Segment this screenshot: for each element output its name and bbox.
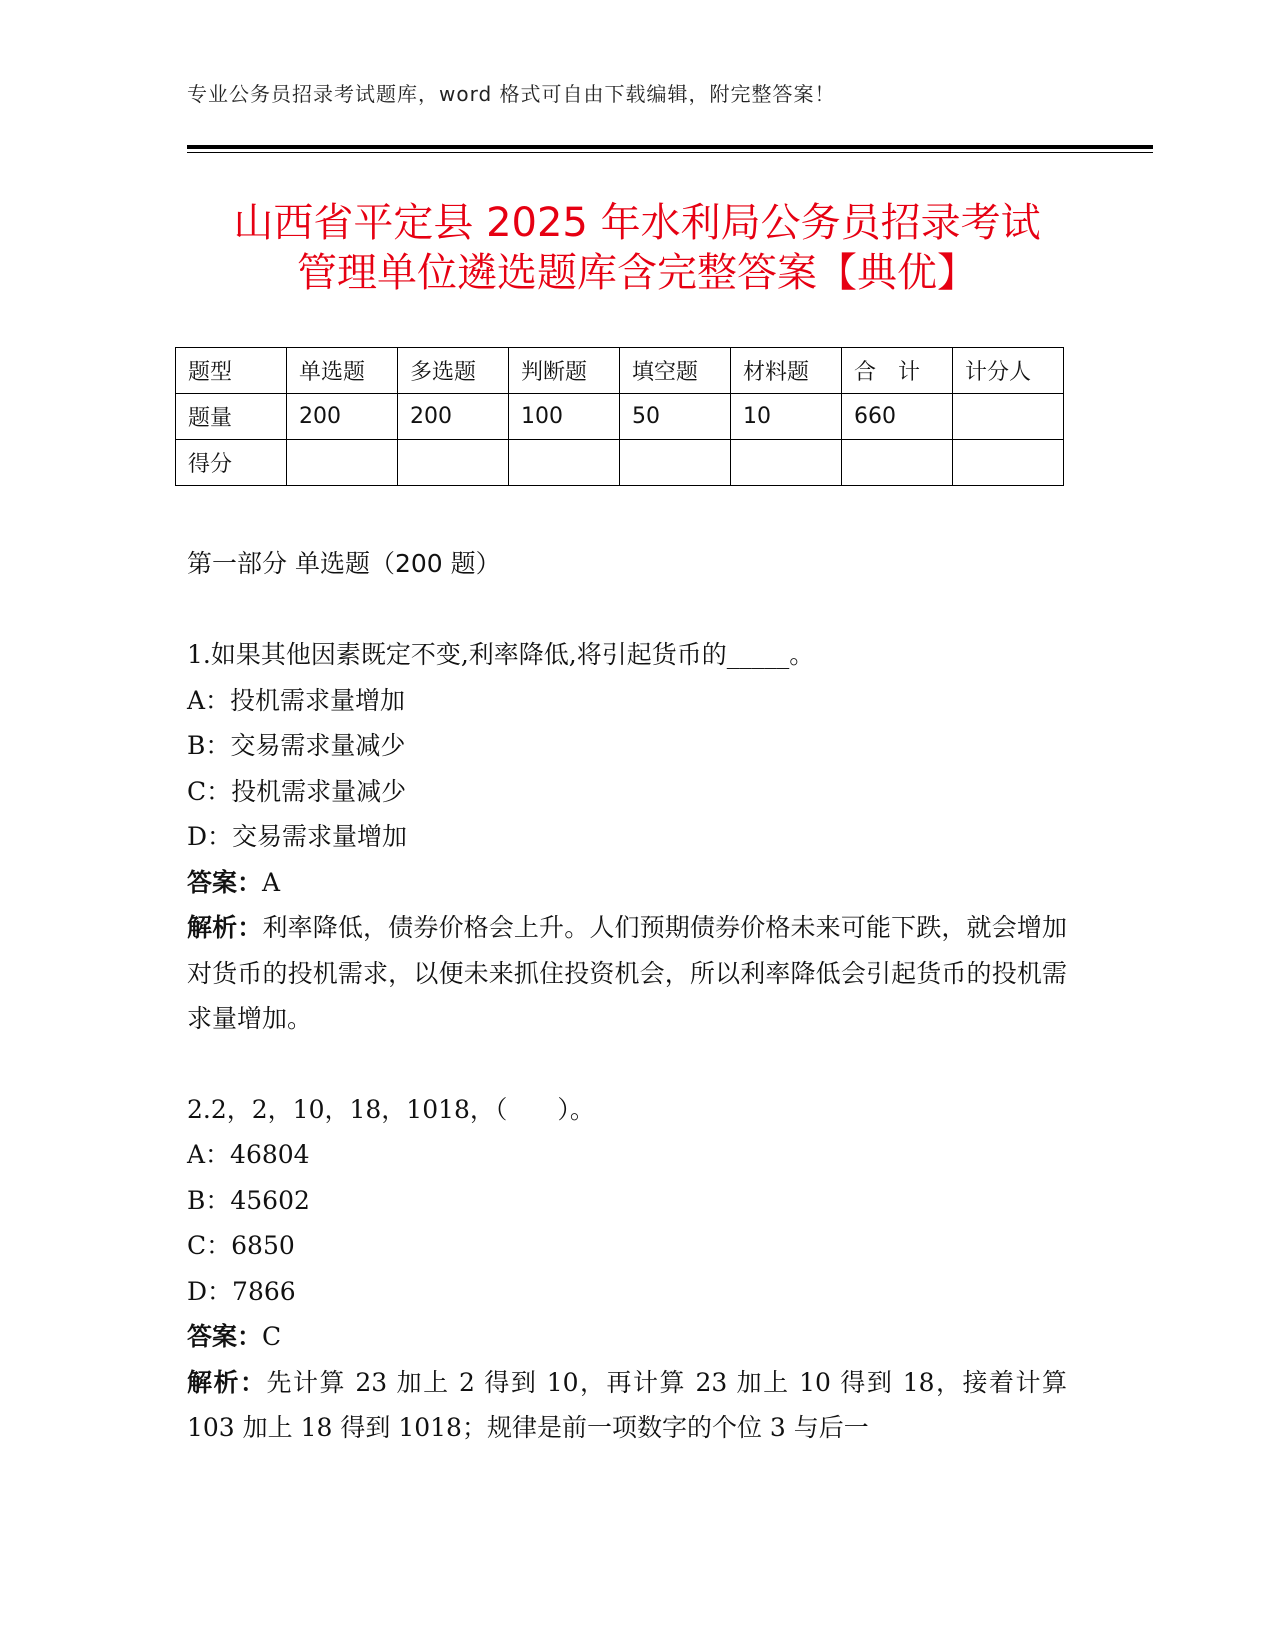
score-table-row-score — [176, 440, 1064, 486]
cell — [953, 440, 1064, 486]
option-b: B：45602 — [187, 1185, 310, 1215]
cell: 50 — [620, 394, 731, 440]
analysis-text: 先计算 23 加上 2 得到 10，再计算 23 加上 10 得到 18，接着计算 103 加上 18 得到 1018；规律是前一项数字的个位 3 与后一 — [187, 1367, 1067, 1442]
cell: 660 — [842, 394, 953, 440]
header-note: 专业公务员招录考试题库，word 格式可自由下载编辑，附完整答案！ — [187, 82, 836, 106]
cell: 单选题 — [287, 348, 398, 394]
option-d: D：交易需求量增加 — [187, 822, 408, 851]
cell — [620, 440, 731, 486]
cell: 200 — [398, 394, 509, 440]
cell: 100 — [509, 394, 620, 440]
answer — [187, 1314, 1067, 1360]
cell — [731, 440, 842, 486]
question-1 — [187, 632, 1067, 1042]
option-a: A：投机需求量增加 — [187, 685, 406, 715]
document-title — [187, 198, 1087, 298]
analysis — [187, 1360, 1067, 1451]
question-2 — [187, 1087, 1067, 1451]
answer-label: 答案： — [187, 1322, 263, 1351]
question-stem: 2.2，2，10，18，1018，（ ）。 — [187, 1094, 595, 1124]
cell — [287, 440, 398, 486]
option-d: D：7866 — [187, 1276, 296, 1306]
cell: 多选题 — [398, 348, 509, 394]
analysis-label: 解析： — [187, 1367, 267, 1397]
cell: 计分人 — [953, 348, 1064, 394]
cell — [509, 440, 620, 486]
score-table-row-type — [176, 348, 1064, 394]
question-list — [187, 632, 1067, 1496]
section-title: 第一部分 单选题（200 题） — [187, 549, 501, 578]
option-c: C：投机需求量减少 — [187, 776, 407, 806]
cell: 材料题 — [731, 348, 842, 394]
cell: 填空题 — [620, 348, 731, 394]
title-line-2: 管理单位遴选题库含完整答案【典优】 — [297, 250, 977, 296]
cell: 10 — [731, 394, 842, 440]
answer — [187, 860, 1067, 906]
score-table — [175, 347, 1064, 486]
cell: 判断题 — [509, 348, 620, 394]
option-c: C：6850 — [187, 1231, 295, 1260]
analysis-text: 利率降低，债券价格会上升。人们预期债券价格未来可能下跌，就会增加对货币的投机需求，以便未来抓住投资机会，所以利率降低会引起货币的投机需求量增加。 — [187, 913, 1067, 1033]
cell — [842, 440, 953, 486]
cell: 题量 — [176, 394, 287, 440]
option-a: A：46804 — [187, 1140, 310, 1169]
analysis — [187, 905, 1067, 1042]
cell: 得分 — [176, 440, 287, 486]
answer-value: C — [262, 1322, 282, 1351]
score-table-row-count — [176, 394, 1064, 440]
analysis-label: 解析： — [187, 913, 263, 942]
cell: 200 — [287, 394, 398, 440]
cell — [953, 394, 1064, 440]
answer-value: A — [262, 867, 281, 897]
header-rule-thick — [187, 145, 1153, 149]
answer-label: 答案： — [187, 867, 263, 897]
cell — [398, 440, 509, 486]
title-line-1: 山西省平定县 2025 年水利局公务员招录考试 — [233, 200, 1041, 246]
question-stem: 1.如果其他因素既定不变,利率降低,将引起货币的_____。 — [187, 640, 815, 669]
cell: 题型 — [176, 348, 287, 394]
option-b: B：交易需求量减少 — [187, 731, 406, 760]
header-rule-thin — [187, 152, 1153, 153]
cell: 合 计 — [842, 348, 953, 394]
